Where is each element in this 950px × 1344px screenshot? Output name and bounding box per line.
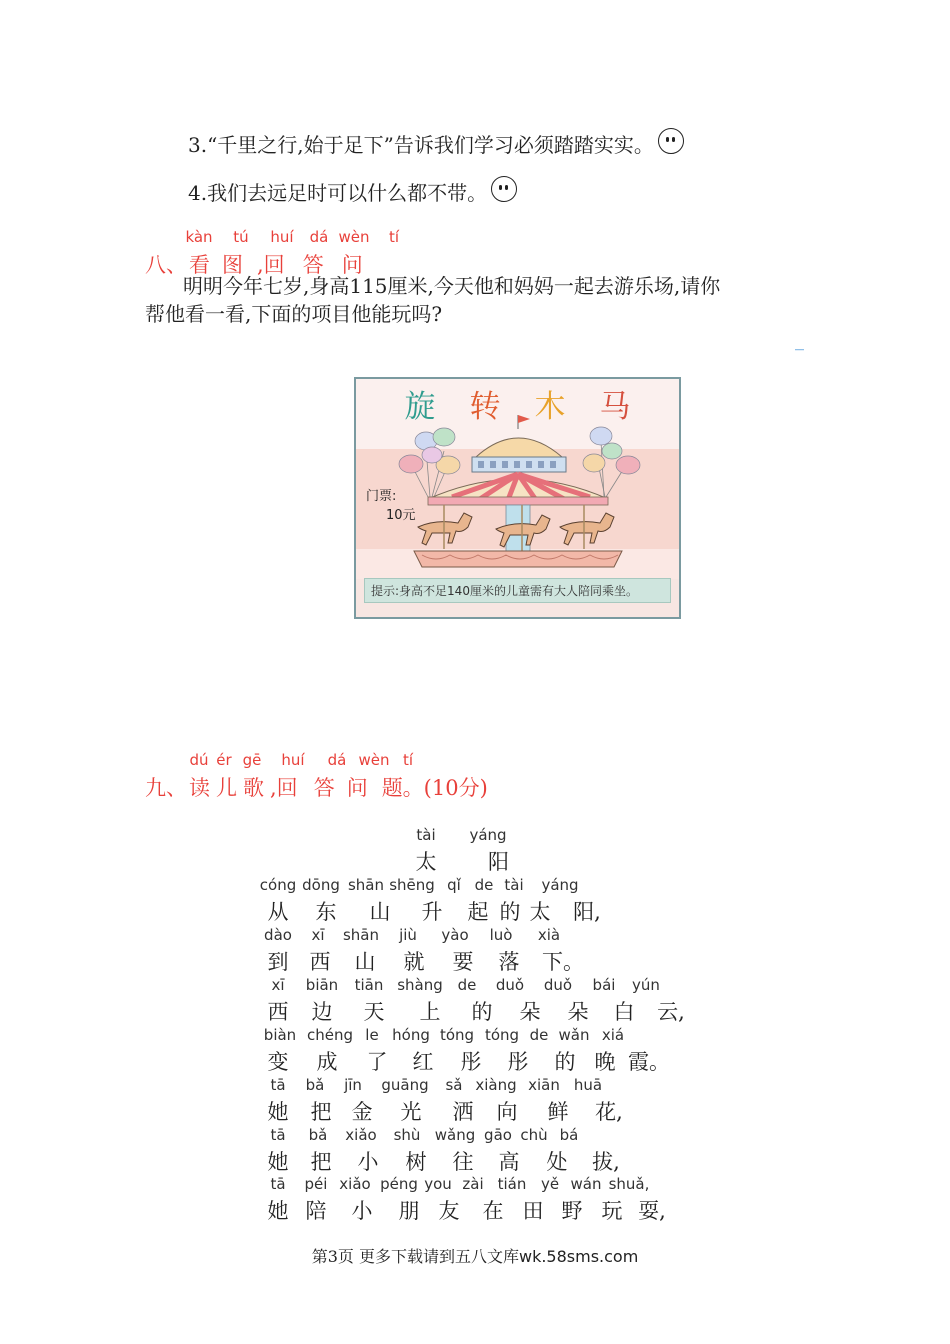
- judge-item-4: 4.我们去远足时可以什么都不带。: [188, 176, 517, 206]
- face-icon: [491, 176, 517, 202]
- poem-line-7: 她 陪 小 朋 友 在 田 野 玩 耍,: [267, 1199, 666, 1223]
- poem-line-5-pinyin: tā bǎ jīn guāng sǎ xiàng xiān huā: [270, 1076, 603, 1094]
- section8-heading: 八、看 图 ,回 答 问: [145, 253, 363, 277]
- judge-item-3: 3.“千里之行,始于足下”告诉我们学习必须踏踏实实。: [188, 128, 684, 158]
- poem-line-1-pinyin: cóng dōng shān shēng qǐ de tài yáng: [259, 876, 579, 894]
- face-icon: [658, 128, 684, 154]
- poem-line-4-pinyin: biàn chéng le hóng tóng tóng de wǎn xiá: [263, 1026, 625, 1044]
- answer-blank: _: [795, 330, 804, 351]
- title-char: 马: [599, 389, 631, 425]
- poem-title: 太 阳: [415, 850, 509, 874]
- height-tip: 提示:身高不足140厘米的儿童需有大人陪同乘坐。: [364, 578, 671, 603]
- poem-line-5: 她 把 金 光 洒 向 鲜 花,: [267, 1100, 623, 1124]
- section9-pinyin: dú ér gē huí dá wèn tí: [189, 751, 414, 769]
- poem-line-2: 到 西 山 就 要 落 下。: [267, 950, 584, 974]
- poem-line-2-pinyin: dào xī shān jiù yào luò xià: [264, 926, 561, 944]
- title-char: 转: [469, 389, 501, 425]
- footer-site-link[interactable]: wk.58sms.com: [518, 1247, 639, 1266]
- section8-pinyin: kàn tú huí dá wèn tí: [185, 228, 400, 246]
- poem-line-3: 西 边 天 上 的 朵 朵 白 云,: [267, 1000, 685, 1024]
- section8-paragraph: 明明今年七岁,身高115厘米,今天他和妈妈一起去游乐场,请你 帮他看一看,下面的项目他能玩吗?: [145, 274, 721, 326]
- poem-line-1: 从 东 山 升 起 的 太 阳,: [267, 900, 601, 924]
- poem-title-pinyin: tài yáng: [416, 826, 507, 844]
- page-footer: 第3页 更多下载请到五八文库wk.58sms.com: [311, 1247, 639, 1266]
- carousel-picture: [354, 377, 681, 619]
- poem-line-6: 她 把 小 树 往 高 处 拔,: [267, 1150, 620, 1174]
- title-char: 木: [534, 389, 566, 425]
- carousel-title: [356, 381, 679, 426]
- ticket-price: 门票: 10元: [366, 489, 416, 523]
- poem-line-3-pinyin: xī biān tiān shàng de duǒ duǒ bái yún: [271, 976, 660, 994]
- section9-heading: 九、读 儿 歌 ,回 答 问 题。(10分): [145, 776, 488, 800]
- poem-line-4: 变 成 了 红 彤 彤 的 晚 霞。: [267, 1050, 670, 1074]
- poem-line-6-pinyin: tā bǎ xiǎo shù wǎng gāo chù bá: [270, 1126, 579, 1144]
- poem-line-7-pinyin: tā péi xiǎo péng you zài tián yě wán shuǎ,: [270, 1175, 650, 1193]
- title-char: 旋: [404, 389, 436, 425]
